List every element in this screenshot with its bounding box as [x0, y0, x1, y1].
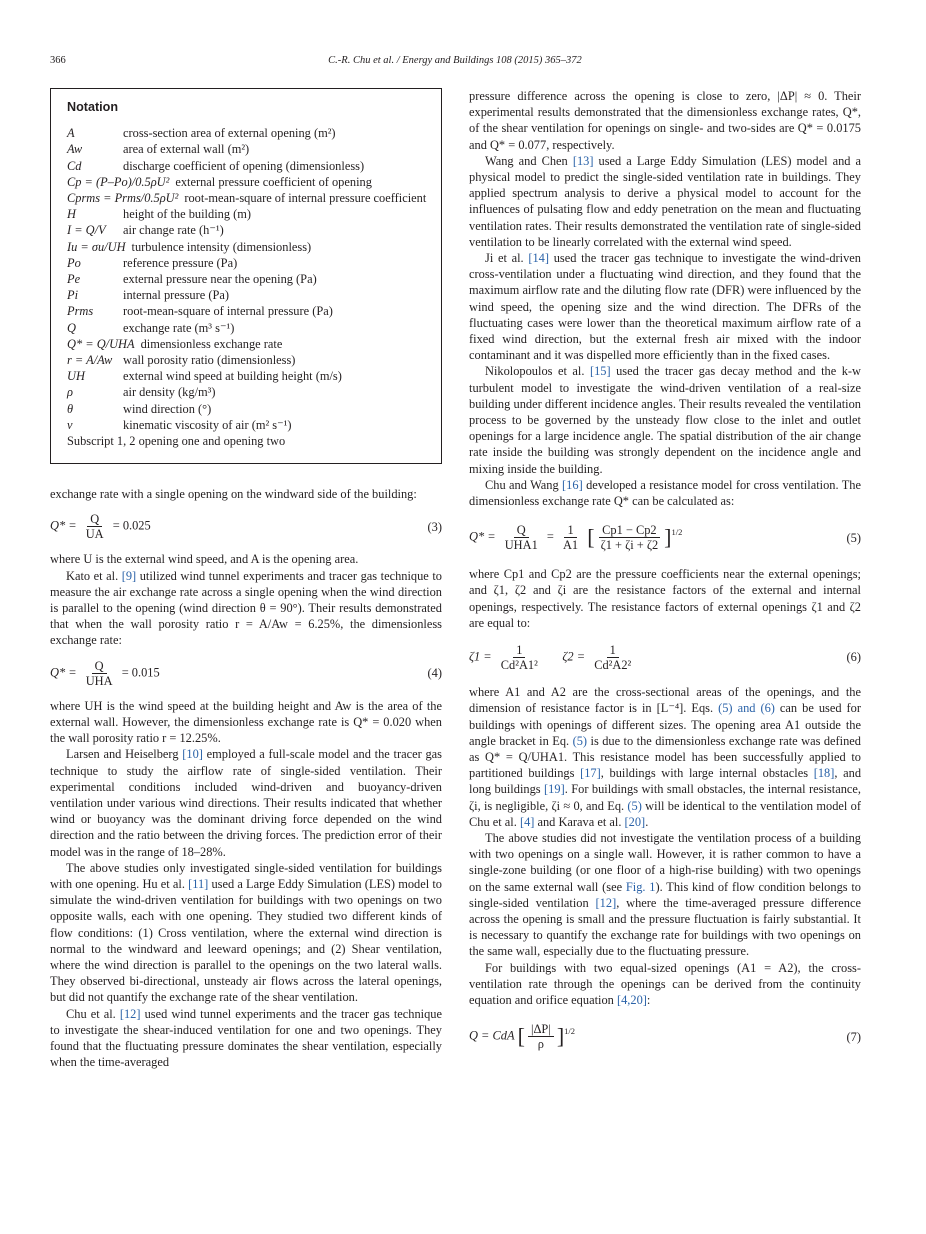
citation-link[interactable]: [18] — [813, 766, 835, 781]
citation-link[interactable]: [11] — [188, 876, 209, 891]
notation-description: height of the building (m) — [123, 207, 252, 222]
equation-4: Q* = $\frac{Q}{\text{UHA}}$ = 0.015 (4) — [50, 658, 442, 688]
citation-link[interactable]: [13] — [572, 153, 594, 168]
paragraph: Wang and Chen [13] used a Large Eddy Simulation (LES) model and a physical model to predict the single-sided ventilation rate in buildings. They applied spectrum analysis to derive a physical model to account for the influences of pulsating flow and eddy penetration on the mean and fluctuating ventilation rates. Their results demonstrated the ventilation rate of single-sided ventilation to be linearly correlated with the external wind speed. — [469, 153, 862, 249]
notation-row — [67, 417, 427, 433]
notation-list — [67, 125, 427, 433]
notation-row — [67, 141, 427, 157]
notation-row — [67, 368, 427, 384]
notation-row — [67, 271, 427, 287]
equation-number: (5) — [846, 530, 861, 545]
notation-subscript: Subscript 1, 2 opening one and opening two — [67, 434, 286, 449]
paragraph: The above studies only investigated single-sided ventilation for buildings with one opening. Hu et al. [11] used a Large Eddy Simulation (LES) model to simulate the wind-driven ventilation for buildings with two openings on two opposite walls, each with one opening. They studied two different kinds of flow conditions: (1) Cross ventilation, where the external wind direction is normal to the windward and leeward openings; and (2) Shear ventilation, where the wind direction is parallel to the openings on the two lateral walls. They observed bi-directional, unsteady air flows across the lateral openings, but did not quantify the exchange rate of the shear ventilation. — [50, 860, 442, 1005]
notation-symbol: Aw — [67, 142, 83, 157]
paragraph: Ji et al. [14] used the tracer gas technique to investigate the wind-driven cross-ventilation under a fluctuating wind direction, and they found that the maximum airflow rate and the diluting flow rate (DFR) were influenced by the wind speed, the opening size and the wind direction. The DFRs of the fluctuating cases were lower than the theoretical maximum airflow rate of a fixed wind direction, but the external fresh air mixed with the indoor contaminant and it was dispelled more efficiently than in the fixed cases. — [469, 251, 861, 363]
paragraph: Kato et al. [9] utilized wind tunnel experiments and tracer gas technique to measure the air exchange rate across a single opening when the wind direction is parallel to the opening (wind direction θ = 90°). Their results demonstrated that when the wall porosity ratio r = A/Aw = 6.25%, the dimensionless exchange rate: — [50, 568, 442, 648]
notation-symbol: Prms — [67, 304, 94, 319]
equation-number: (7) — [846, 1029, 861, 1044]
notation-description: external pressure coefficient of opening — [175, 174, 372, 189]
paragraph: where U is the external wind speed, and A is the opening area. — [50, 552, 359, 567]
paragraph: Chu and Wang [16] developed a resistance model for cross ventilation. The dimensionless exchange rate Q* can be calculated as: — [469, 477, 861, 509]
notation-symbol: θ — [67, 401, 74, 416]
notation-symbol: H — [67, 207, 76, 222]
notation-symbol: Cprms = Prms/0.5ρU² — [67, 191, 179, 206]
equation-number: (6) — [846, 650, 861, 665]
left-column — [50, 88, 442, 1070]
notation-row — [67, 320, 427, 336]
citation-link[interactable]: [12] — [119, 1006, 141, 1021]
citation-link[interactable]: [14] — [528, 251, 549, 266]
notation-row — [67, 158, 427, 174]
notation-symbol: Pi — [67, 288, 79, 303]
notation-symbol: Q — [67, 320, 76, 335]
figure-link[interactable]: Fig. 1 — [625, 879, 656, 894]
notation-symbol: UH — [67, 369, 85, 384]
notation-row — [67, 336, 427, 352]
notation-description: wind direction (°) — [123, 401, 212, 416]
notation-row — [67, 190, 427, 206]
notation-row — [67, 174, 427, 190]
notation-description: area of external wall (m²) — [123, 142, 250, 157]
notation-row — [67, 384, 427, 400]
notation-description: external pressure near the opening (Pa) — [123, 272, 317, 287]
notation-description: external wind speed at building height (m/s) — [123, 369, 342, 384]
notation-symbol: ν — [67, 417, 73, 432]
notation-row — [67, 255, 427, 271]
notation-symbol: ρ — [67, 385, 73, 400]
citation-link[interactable]: [16] — [562, 477, 583, 492]
right-column — [469, 88, 861, 1065]
notation-description: dimensionless exchange rate — [140, 336, 283, 351]
equation-number: (3) — [427, 519, 442, 534]
equation-link[interactable]: (5) — [627, 798, 642, 813]
notation-symbol: Cp = (P–Po)/0.5ρU² — [67, 174, 170, 189]
notation-description: root-mean-square of internal pressure (Pa) — [123, 304, 333, 319]
notation-symbol: r = A/Aw — [67, 353, 113, 368]
journal-reference: C.-R. Chu et al. / Energy and Buildings 108 (2015) 365–372 — [328, 55, 582, 66]
notation-row — [67, 222, 427, 238]
citation-link[interactable]: [4,20] — [616, 992, 647, 1007]
equation-7: Q = CdA [ $\frac{|\Delta P|}{\rho}$ ]$^{1/2}$ (7) — [469, 1022, 861, 1052]
citation-link[interactable]: [19] — [544, 782, 565, 797]
citation-link[interactable]: [20] — [624, 814, 646, 829]
notation-description: cross-section area of external opening (m²) — [123, 126, 336, 141]
notation-row — [67, 206, 427, 222]
notation-description: reference pressure (Pa) — [123, 255, 238, 270]
page-number: 366 — [50, 55, 66, 66]
citation-link[interactable]: [4] — [519, 814, 535, 829]
notation-box — [50, 88, 442, 464]
paragraph: The above studies did not investigate the ventilation process of a building with two openings on a single wall. However, it is rather common to have a single-zone building (or one floor of a high-rise building) with two openings on the same external wall (see Fig. 1). This kind of flow condition belongs to single-sided ventilation [12], where the time-averaged pressure difference across the opening is small and the pressure fluctuation is fairly substantial. It is necessary to quantify the exchange rate for buildings with two openings on the same wall, especially due to the fluctuating pressure. — [469, 830, 862, 959]
equation-number: (4) — [427, 666, 442, 681]
paragraph: where UH is the wind speed at the building height and Aw is the area of the external wall. However, the dimensionless exchange rate is Q* = 0.020 when the wall porosity ratio r = 12.25%. — [50, 698, 442, 746]
equation-6: ζ1 = $\frac{1}{\text{Cd²A1²}}$ ζ2 = $\frac{1}{\text{Cd²A2²}}$ (6) — [469, 643, 861, 673]
citation-link[interactable]: [10] — [182, 747, 203, 762]
notation-row — [67, 239, 427, 255]
notation-row — [67, 303, 427, 319]
notation-row — [67, 352, 427, 368]
notation-symbol: Q* = Q/UHA — [67, 336, 135, 351]
citation-link[interactable]: [15] — [589, 364, 611, 379]
citation-link[interactable]: [12] — [595, 895, 617, 910]
notation-description: turbulence intensity (dimensionless) — [131, 239, 312, 254]
paragraph: where Cp1 and Cp2 are the pressure coefficients near the external openings; and ζ1, ζ2 and ζi are the resistance factors of the external and internal openings, respectively. The resistance factors of external openings ζ1 and ζ2 are equal to: — [469, 567, 861, 630]
equation-3: Q* = $\frac{Q}{UA}$ = 0.025 (3) — [50, 512, 442, 542]
paragraph: exchange rate with a single opening on the windward side of the building: — [50, 487, 417, 502]
citation-link[interactable]: [17] — [580, 766, 601, 781]
paragraph: Nikolopoulos et al. [15] used the tracer gas decay method and the k-w turbulent model to investigate the wind-driven ventilation of a real-size building under different incidence angles. Their results revealed the ventilation process to be governed by the unsteady flow close to the inlet and outlet openings for a large incidence angle. The spatial distribution of the air change rate inside the building was strongly dependent on the incidence angle and mixing inside the building. — [469, 364, 861, 476]
paragraph: where A1 and A2 are the cross-sectional areas of the openings, and the dimension of resistance factor is in [L⁻⁴]. Eqs. (5) and (6) can be used for buildings with openings of different sizes. The opening area A1 outside the angle bracket in Eq. (5) is due to the dimensionless exchange rate was defined as Q* = Q/UHA1. This resistance model has been successfully applied to partitioned buildings [17], buildings with large internal obstacles [18], and long buildings [19]. For buildings with small obstacles, the internal resistance, ζi, is negligible, ζi ≈ 0, and Eq. (5) will be identical to the ventilation model of Chu et al. [4] and Karava et al. [20]. — [469, 685, 862, 829]
notation-description: air change rate (h⁻¹) — [123, 223, 224, 238]
notation-description: wall porosity ratio (dimensionless) — [123, 353, 296, 368]
paragraph: Chu et al. [12] used wind tunnel experiments and the tracer gas technique to investigate the shear-induced ventilation for one and two openings. They found that the fluctuating pressure dominates the shear ventilation, especially when the time-averaged — [50, 1006, 442, 1070]
equation-link[interactable]: (5) and (6) — [718, 701, 775, 716]
paragraph: Larsen and Heiselberg [10] employed a full-scale model and the tracer gas technique to study the airflow rate of single-sided ventilation. Their experimental conditions included wind-driven and buoyancy-driven ventilation under various wind directions. Their results indicated that whether wind or buoyancy was the dominant driving force depended on the wind direction and the ratio between the driving forces. The prediction error of their model was in the range of 18–28%. — [50, 747, 442, 859]
notation-description: air density (kg/m³) — [123, 385, 216, 400]
equation-link[interactable]: (5) — [572, 733, 588, 748]
notation-row — [67, 287, 427, 303]
notation-description: discharge coefficient of opening (dimensionless) — [123, 158, 365, 173]
notation-description: exchange rate (m³ s⁻¹) — [123, 320, 235, 335]
page-header — [50, 55, 860, 71]
notation-symbol: Po — [67, 255, 81, 270]
citation-link[interactable]: [9] — [121, 568, 137, 583]
paragraph: pressure difference across the opening is close to zero, |ΔP| ≈ 0. Their experimental results demonstrated that the dimensionless exchange rates, Q*, of the shear ventilation for openings on single- and two-sides are Q* = 0.0175 and Q* = 0.077, respectively. — [469, 89, 861, 152]
notation-title: Notation — [67, 100, 119, 114]
notation-symbol: I = Q/V — [67, 223, 106, 238]
notation-description: root-mean-square of internal pressure coefficient — [184, 191, 427, 206]
notation-description: kinematic viscosity of air (m² s⁻¹) — [123, 417, 292, 432]
notation-description: internal pressure (Pa) — [123, 288, 229, 303]
notation-symbol: Cd — [67, 158, 82, 173]
paragraph: For buildings with two equal-sized openings (A1 = A2), the cross-ventilation rate through the openings can be derived from the continuity equation and orifice equation [4,20]: — [469, 960, 861, 1007]
equation-5: Q* = $\frac{Q}{\text{UHA1}}$ = $\frac{1}{A1}$ [ $\frac{Cp1 - Cp2}{\zeta 1 + \zeta i + \zeta 2}$ ]$^{1/2}$ (5) — [469, 523, 861, 553]
notation-symbol: A — [67, 126, 75, 141]
notation-row — [67, 125, 427, 141]
notation-symbol: Iu = σu/UH — [67, 239, 126, 254]
notation-symbol: Pe — [67, 272, 81, 287]
notation-row — [67, 401, 427, 417]
